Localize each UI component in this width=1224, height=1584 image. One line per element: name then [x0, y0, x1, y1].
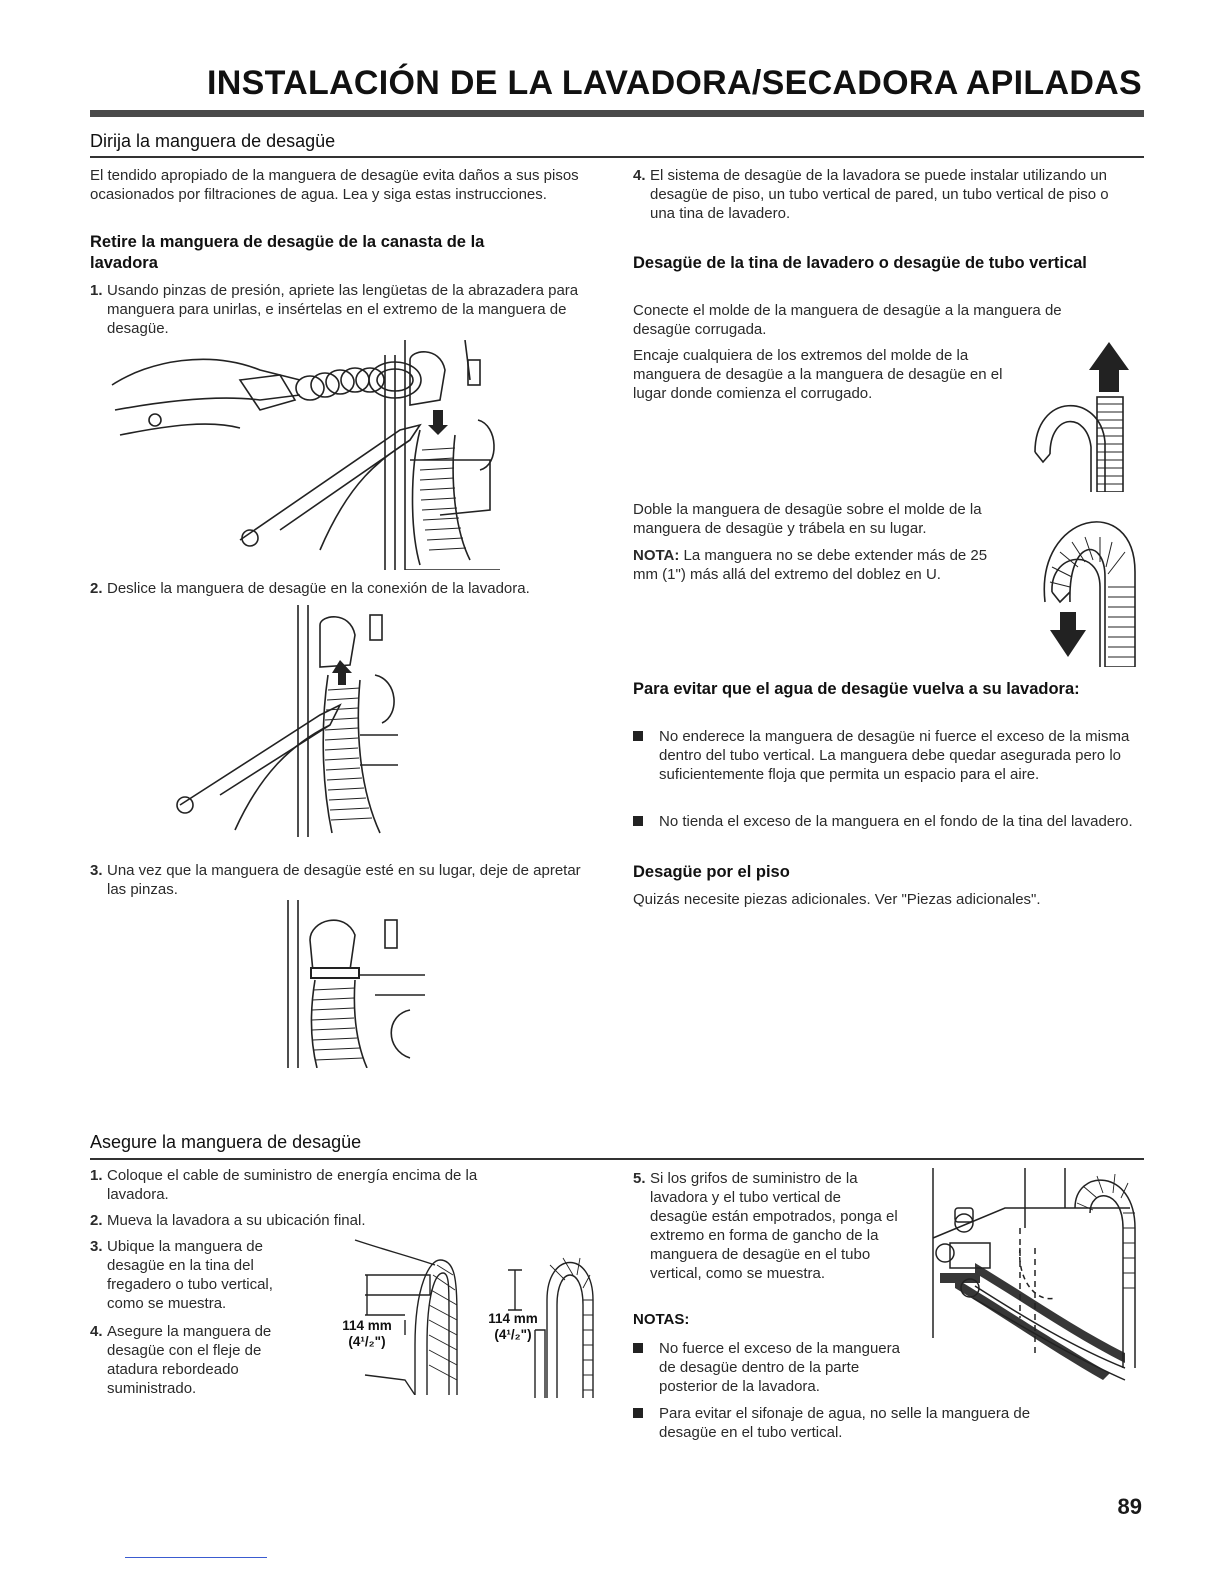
- bullet-text: Para evitar el sifonaje de agua, no selle la manguera de desagüe en el tubo vertical.: [659, 1405, 1031, 1441]
- step-number: 5.: [633, 1170, 646, 1187]
- dimension-inches: (4¹/₂"): [494, 1327, 532, 1342]
- step-number: 1.: [90, 1167, 103, 1184]
- secure-step-2: [90, 1211, 510, 1230]
- step-3: [90, 861, 590, 899]
- page-title: INSTALACIÓN DE LA LAVADORA/SECADORA APILADAS: [207, 64, 1142, 102]
- title-rule: [90, 110, 1144, 117]
- secure-step-4: [90, 1322, 305, 1398]
- dimension-label-1: [332, 1318, 402, 1350]
- bullet-text: No tienda el exceso de la manguera en el fondo de la tina del lavadero.: [659, 813, 1133, 830]
- step-number: 2.: [90, 580, 103, 597]
- step-2: [90, 579, 590, 598]
- note-paragraph: [633, 546, 993, 584]
- notes-label: NOTAS:: [633, 1311, 690, 1328]
- step-text: El sistema de desagüe de la lavadora se puede instalar utilizando un desagüe de piso, un tubo vertical de pared, un tubo vertical de piso o una tina de lavadero.: [650, 167, 1109, 222]
- dimension-inches: (4¹/₂"): [348, 1334, 386, 1349]
- bullet-icon: [633, 816, 643, 826]
- section-rule: [90, 156, 1144, 158]
- down-arrow-icon: [1050, 612, 1086, 657]
- section-rule: [90, 1158, 1144, 1160]
- bullet-icon: [633, 1408, 643, 1418]
- step-number: 4.: [633, 167, 646, 184]
- hose-clamped-illustration: [285, 900, 430, 1068]
- bullet-icon: [633, 731, 643, 741]
- u-bend-hose-illustration: [1030, 492, 1140, 667]
- paragraph-connect-form: Conecte el molde de la manguera de desagüe a la manguera de desagüe corrugada.: [633, 302, 1062, 338]
- step-text: Ubique la manguera de desagüe en la tina del fregadero o tubo vertical, como se muestra.: [107, 1238, 273, 1312]
- footer-link-line: [125, 1557, 267, 1558]
- step-text: Usando pinzas de presión, apriete las lengüetas de la abrazadera para manguera para unirlas, e insértelas en el extremo de la manguera de desagüe.: [107, 282, 579, 337]
- down-arrow-icon: [428, 410, 448, 435]
- pliers-clamp-illustration: [110, 340, 500, 570]
- step-4: [633, 166, 1113, 223]
- step-text: Asegure la manguera de desagüe con el fleje de atadura rebordeado suministrado.: [107, 1323, 272, 1397]
- subheading-floor-drain: Desagüe por el piso: [633, 863, 790, 881]
- step-text: Una vez que la manguera de desagüe esté en su lugar, deje de apretar las pinzas.: [107, 862, 581, 898]
- bullet-item: [633, 812, 1143, 831]
- dimension-value: 114 mm: [488, 1311, 538, 1326]
- note-label: NOTA:: [633, 547, 680, 564]
- bullet-text: No enderece la manguera de desagüe ni fuerce el exceso de la misma dentro del tubo vertical. La manguera debe quedar asegurada pero lo suficientemente floja que permita un espacio para el aire.: [659, 728, 1130, 783]
- bullet-text: No fuerce el exceso de la manguera de desagüe dentro de la parte posterior de la lavadora.: [659, 1340, 900, 1395]
- step-1: [90, 281, 590, 338]
- section-heading-secure: Asegure la manguera de desagüe: [90, 1132, 362, 1152]
- paragraph-bend-hose: Doble la manguera de desagüe sobre el molde de la manguera de desagüe y trábela en su lugar.: [633, 501, 982, 537]
- dimension-value: 114 mm: [342, 1318, 392, 1333]
- laundry-tub-hose-illustration: [345, 1235, 460, 1395]
- note-text: La manguera no se debe extender más de 25 mm (1") más allá del extremo del doblez en U.: [633, 547, 988, 583]
- hose-connection-illustration: [170, 605, 400, 837]
- notes-bullet: [633, 1404, 1073, 1442]
- section-heading-route: Dirija la manguera de desagüe: [90, 131, 336, 151]
- step-text: Mueva la lavadora a su ubicación final.: [107, 1212, 366, 1229]
- secure-step-5: [633, 1169, 898, 1283]
- bullet-item: [633, 727, 1143, 784]
- recessed-faucet-illustration: [925, 1168, 1137, 1383]
- page-number: 89: [1117, 1494, 1142, 1519]
- step-number: 4.: [90, 1323, 103, 1340]
- step-number: 3.: [90, 1238, 103, 1255]
- subheading-remove-hose: Retire la manguera de desagüe de la canasta de la lavadora: [90, 233, 485, 272]
- drain-hose-form-illustration: [1025, 342, 1140, 492]
- subheading-prevent-backflow: Para evitar que el agua de desagüe vuelva a su lavadora:: [633, 680, 1080, 698]
- step-number: 2.: [90, 1212, 103, 1229]
- up-arrow-icon: [1089, 342, 1129, 392]
- subheading-laundry-tub: Desagüe de la tina de lavadero o desagüe de tubo vertical: [633, 254, 1087, 272]
- dimension-label-2: [478, 1311, 548, 1343]
- secure-step-3: [90, 1237, 305, 1313]
- notes-bullet: [633, 1339, 918, 1396]
- paragraph-floor-drain: Quizás necesite piezas adicionales. Ver "Piezas adicionales".: [633, 891, 1041, 908]
- bullet-icon: [633, 1343, 643, 1353]
- step-text: Deslice la manguera de desagüe en la conexión de la lavadora.: [107, 580, 530, 597]
- step-text: Coloque el cable de suministro de energía encima de la lavadora.: [107, 1167, 478, 1203]
- intro-paragraph: El tendido apropiado de la manguera de desagüe evita daños a sus pisos ocasionados por filtraciones de agua. Lea y siga estas instrucciones.: [90, 167, 579, 203]
- step-text: Si los grifos de suministro de la lavadora y el tubo vertical de desagüe están empotrados, ponga el extremo en forma de gancho de la manguera de desagüe en el tubo vertical, como se muestra.: [650, 1170, 898, 1282]
- step-number: 3.: [90, 862, 103, 879]
- step-number: 1.: [90, 282, 103, 299]
- secure-step-1: [90, 1166, 510, 1204]
- paragraph-snap-form: Encaje cualquiera de los extremos del molde de la manguera de desagüe a la manguera de desagüe en el lugar donde comienza el corrugado.: [633, 347, 1003, 402]
- up-arrow-icon: [332, 660, 352, 685]
